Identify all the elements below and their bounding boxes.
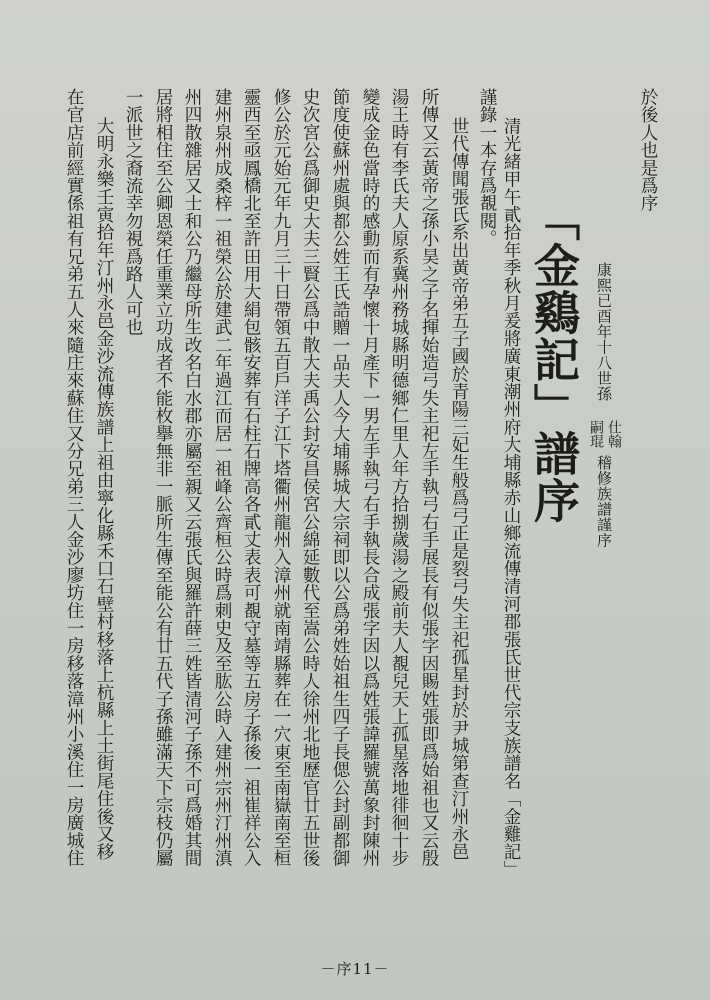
guangxu-header-2: 謹錄一本存爲覩閱。 [477, 88, 497, 248]
body-column: 史次宮公爲御史大夫三賢公爲中散大夫禹公封安昌侯宮公綿延數代至嵩公時人徐州北地歷官廿五世後 [300, 88, 320, 867]
body-column: 靈西至亟鳳橋北至許田用大絹包骸安葬有石柱石牌高各貳丈表表可覩守墓等五房子孫後一祖崔祥公入 [241, 88, 261, 867]
kangxi-date: 康熙已酉年十八世孫 [595, 262, 613, 402]
body-column: 居將相住至公卿恩榮任重業立功成者不能枚擧無非一脈所生傳至能公有廿五代子孫雖滿天下宗枝仍屬 [153, 88, 173, 867]
body-column: 湯王時有李氏夫人原系冀州務城縣明德鄉仁里人年方拾捌歲湯之殿前夫人覩兒天上孤星落地徘徊十步 [389, 88, 409, 867]
kangxi-action: 稽修族譜謹序 [595, 455, 613, 548]
kangxi-title-1: 仕翰 [606, 420, 622, 449]
body-column: 世代傳聞張氏系出黃帝弟五子國於青陽三妃生般爲弓正是裂弓失主祀孤星封於尹城第查汀州永邑 [449, 117, 469, 861]
page-number: －序11－ [320, 960, 390, 978]
body-column: 節度使蘇州處與都公姓王氏誥贈一品夫人今大埔縣城大宗祠即以公爲弟姓始祖生四子長偲公封副都御 [330, 88, 350, 867]
guangxu-header: 清光緒甲午貳拾年季秋月爰將廣東潮州府大埔縣赤山鄉流傳清河郡張氏世代宗支族譜名「金雞記」 [501, 117, 521, 879]
body-column: 變成金色當時的感動而有孕懷十月產下一男左手執弓右手執長合成張字因以爲姓張諱羅號萬象封陳州 [360, 88, 380, 867]
body-column: 在官店前經實係祖有兄弟五人來隨庄來蘇住又分兄弟三人金沙廖坊住一房移落漳州小溪住一房廣城住 [64, 88, 84, 867]
kangxi-title-2: 嗣琨 [588, 420, 604, 449]
body-column: 一派世之裔流幸勿視爲路人可也 [123, 88, 143, 336]
body-column: 修公於元始元年九月三十日帶領五百戶洋子江下塔衢州龍州入漳州就南靖縣葬在一穴東至南嶽南至桓 [271, 88, 291, 867]
body-column: 所傳又云黃帝之孫小昊之子名揮始造弓失主祀左手執弓右手展長有似張字因賜姓張即爲始祖也又云殷 [419, 88, 439, 867]
page-title: 「金鷄記」譜序 [527, 195, 581, 524]
body-column: 建州泉州成桑梓一祖榮公於建武二年過江而居一祖峰公齊桓公時爲刺史及至肱公時入建州宗州汀州滇 [212, 88, 232, 867]
body-column: 州四散雜居又士和公乃繼母所生改名白水郡亦屬至親又云張氏與羅許薛三姓皆清河子孫不可爲婚其間 [182, 88, 202, 867]
body-column: 大明永樂壬寅拾年汀州永邑金沙流傳族譜上祖由寧化縣禾口石壁村移落上杭縣上土街尾住後又移 [94, 117, 114, 861]
preface-tail: 於後人也是爲序 [638, 88, 658, 212]
kangxi-author-titles [588, 420, 622, 448]
